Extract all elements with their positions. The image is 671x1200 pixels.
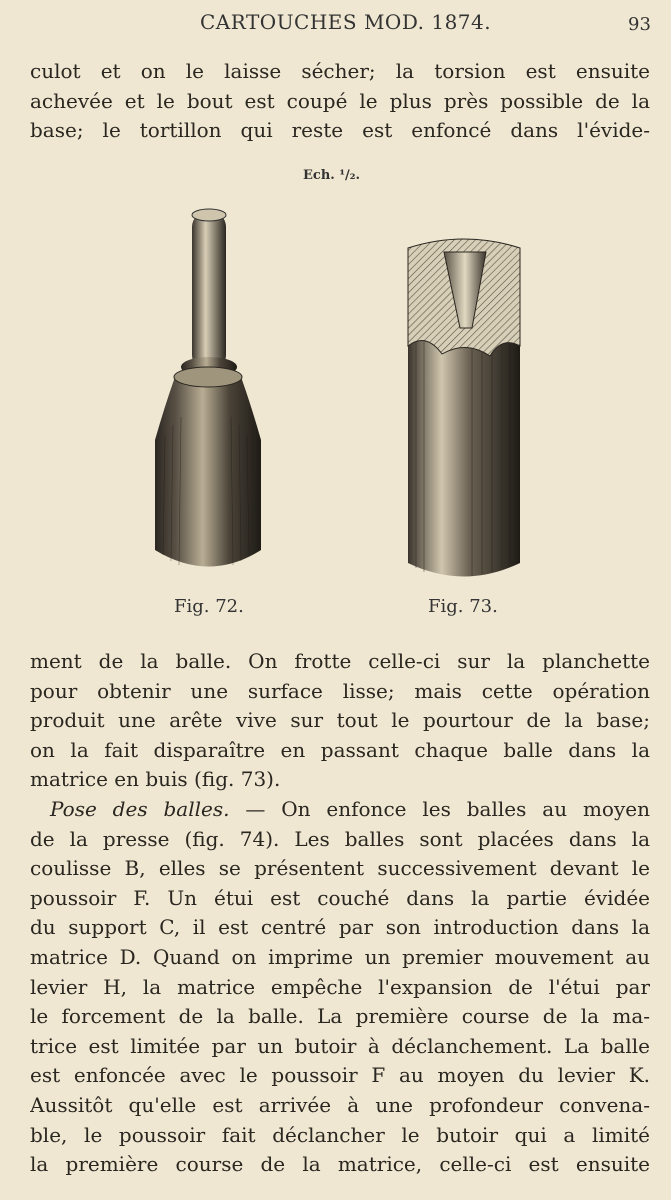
text-line: ment de la balle. On frotte celle-ci sur la planchette	[30, 649, 650, 673]
figure-73-illustration	[402, 228, 527, 586]
text-line: matrice en buis (fig. 73).	[30, 767, 281, 792]
text-line: base; le tortillon qui reste est enfoncé dans l'évide-	[30, 118, 650, 143]
text-line: achevée et le bout est coupé le plus près possible de la	[30, 88, 650, 113]
heading-continuation: — On enfonce les balles au moyen	[229, 797, 650, 821]
paragraph-3	[30, 795, 650, 1180]
text-line: culot et on le laisse sécher; la torsion est ensuite	[30, 59, 650, 83]
text-line: du support C, il est centré par son introduction dans la	[30, 915, 650, 940]
text-line: de la presse (fig. 74). Les balles sont placées dans la	[30, 826, 650, 851]
text-line: le forcement de la balle. La première course de la ma-	[30, 1004, 650, 1029]
figure-72-illustration	[145, 205, 270, 585]
text-line	[30, 795, 650, 825]
text-line: pour obtenir une surface lisse; mais cette opération	[30, 678, 650, 703]
text-line: trice est limitée par un butoir à déclanchement. La balle	[30, 1033, 650, 1058]
figure-72-caption: Fig. 72.	[174, 596, 244, 617]
paragraph-1	[30, 57, 650, 146]
text-line: coulisse B, elles se présentent successivement devant le	[30, 856, 650, 881]
text-line: on la fait disparaître en passant chaque balle dans la	[30, 737, 650, 762]
text-line: matrice D. Quand on imprime un premier mouvement au	[30, 944, 650, 969]
running-head: CARTOUCHES MOD. 1874.	[200, 10, 492, 34]
page-number: 93	[628, 14, 651, 35]
text-line: levier H, la matrice empêche l'expansion de l'étui par	[30, 974, 650, 999]
text-line: poussoir F. Un étui est couché dans la partie évidée	[30, 885, 650, 910]
text-line: Aussitôt qu'elle est arrivée à une profondeur convena-	[30, 1092, 650, 1117]
text-line: produit une arête vive sur tout le pourtour de la base;	[30, 708, 650, 733]
section-heading: Pose des balles.	[50, 797, 230, 821]
figure-73-caption: Fig. 73.	[428, 596, 498, 617]
scale-label: Ech. ¹/₂.	[303, 168, 360, 183]
text-line: la première course de la matrice, celle-ci est ensuite	[30, 1152, 650, 1177]
text-line: ble, le poussoir fait déclancher le butoir qui a limité	[30, 1122, 650, 1147]
text-line: est enfoncée avec le poussoir F au moyen du levier K.	[30, 1063, 650, 1088]
paragraph-2	[30, 647, 650, 795]
